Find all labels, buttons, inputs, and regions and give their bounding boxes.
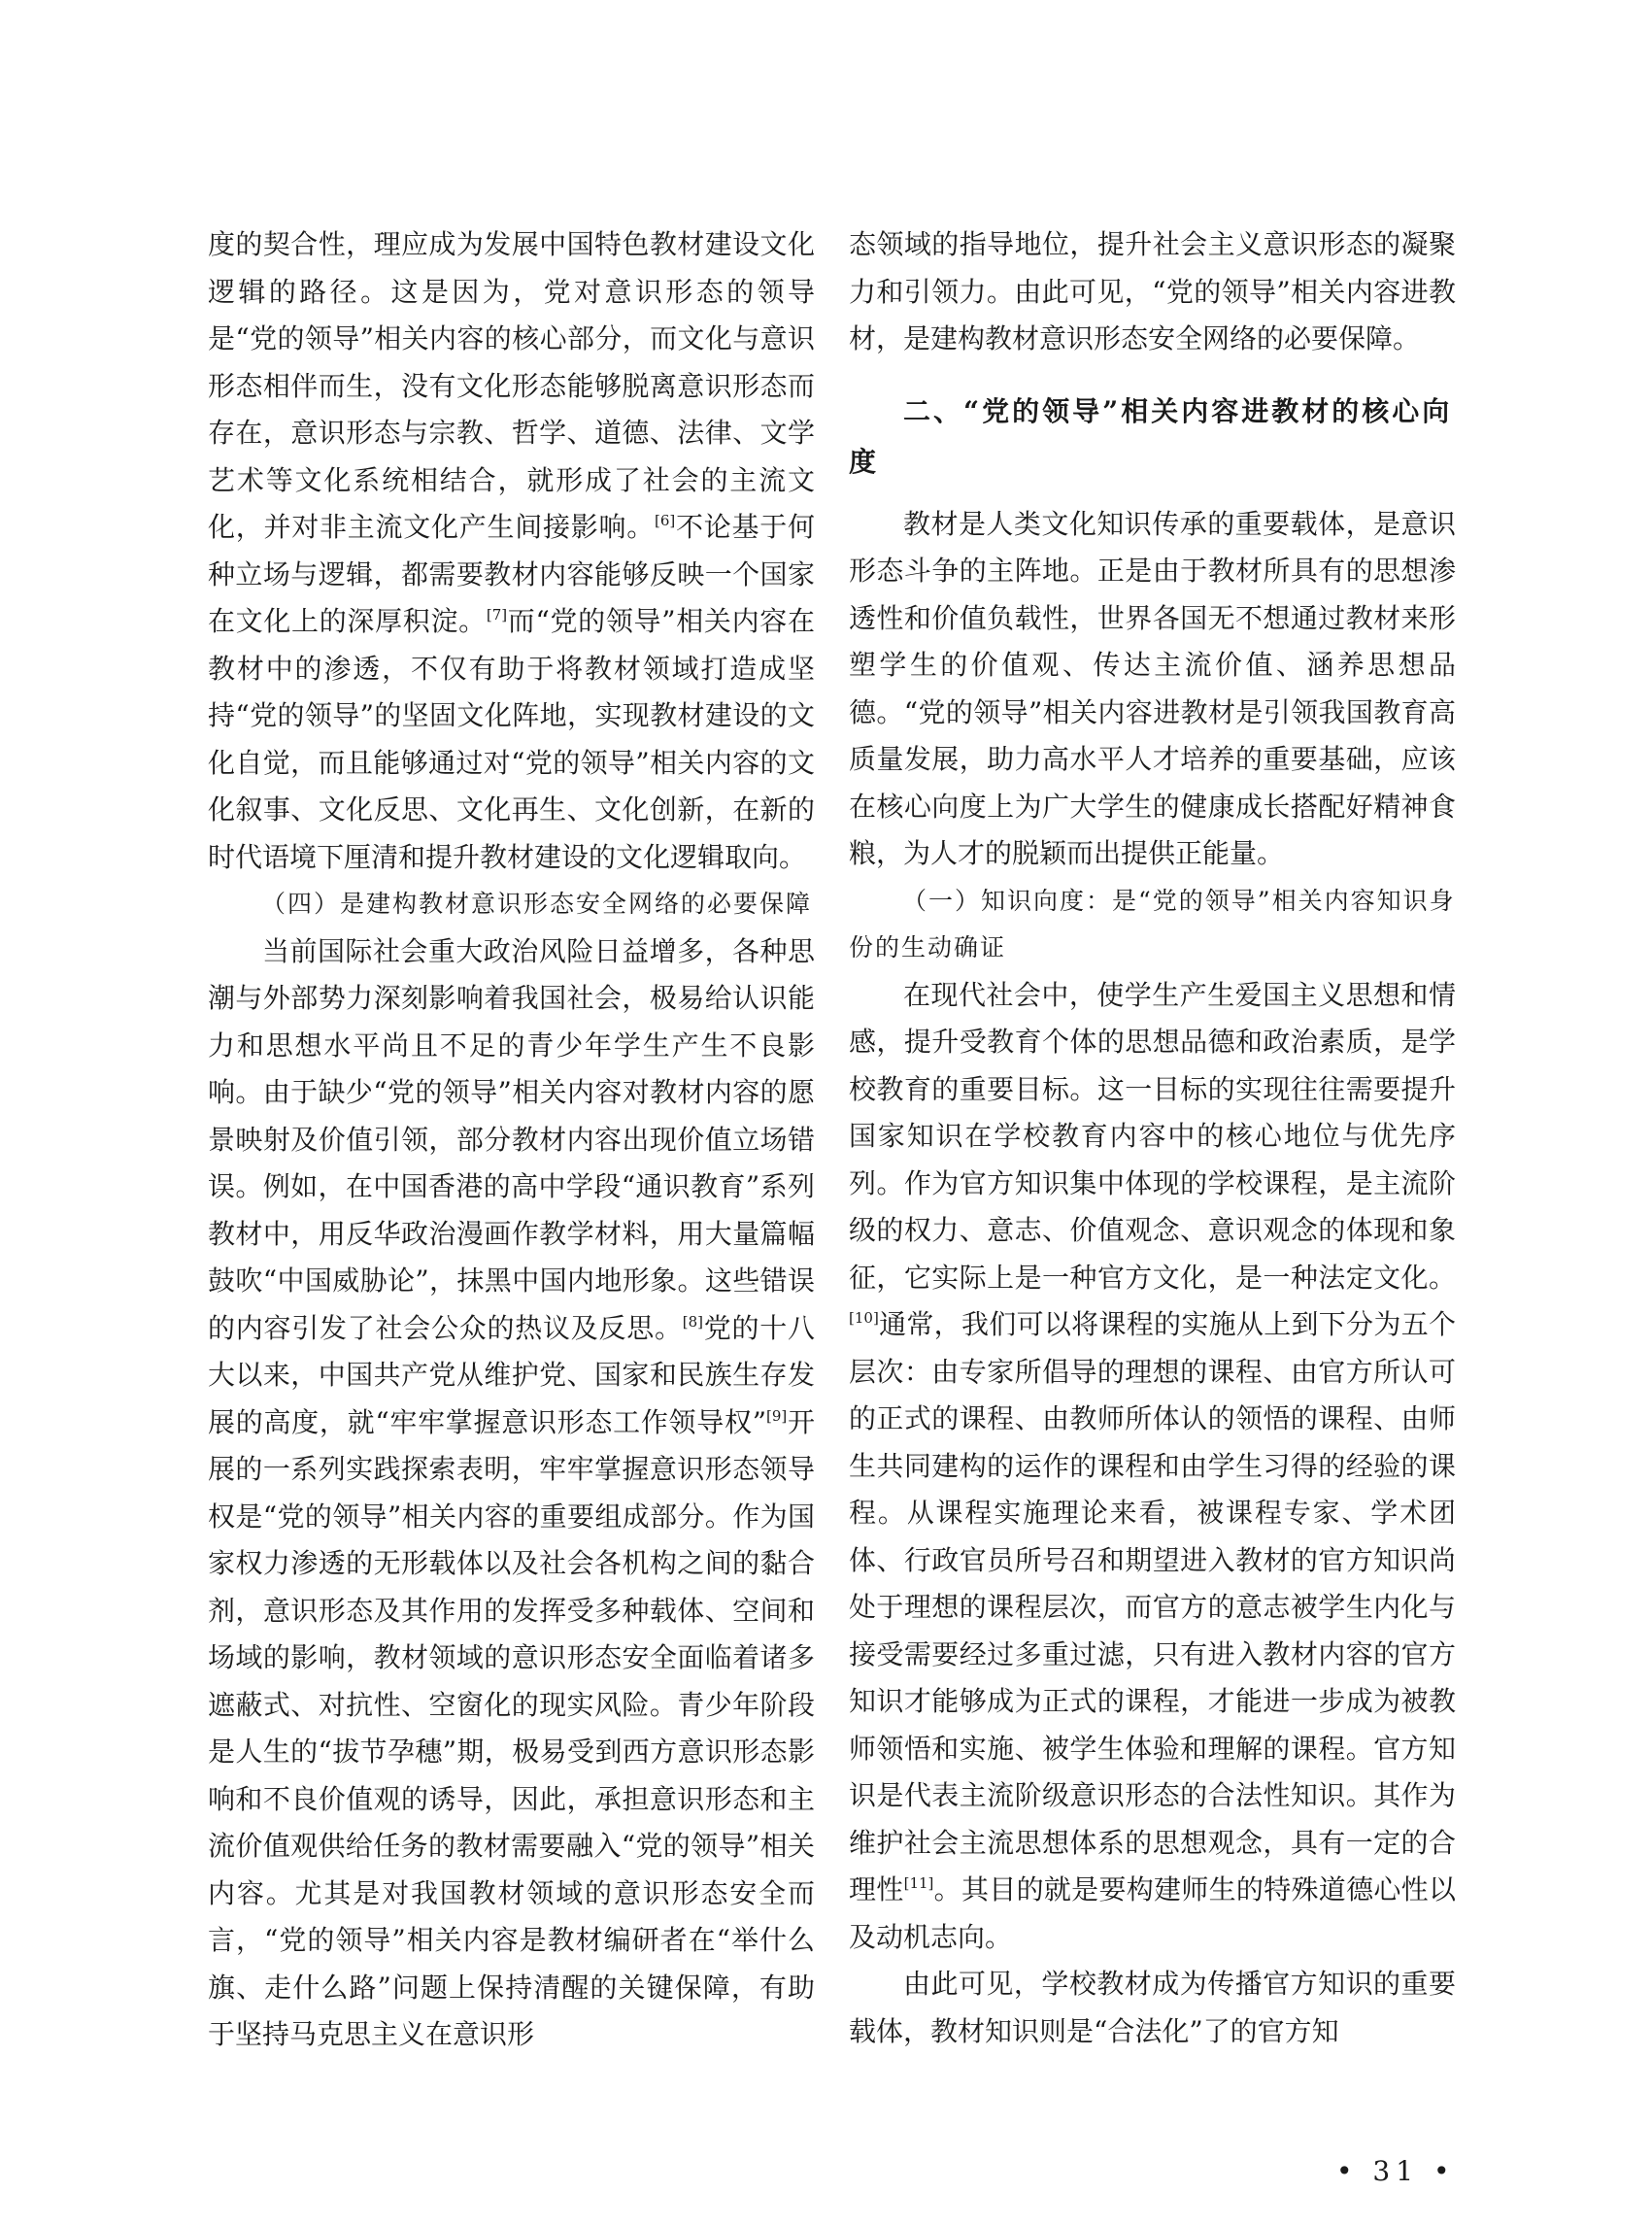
subheading-section-4: （四）是建构教材意识形态安全网络的必要保障 [261, 890, 813, 918]
citation-10: [10] [849, 1309, 879, 1327]
citation-8: [8] [682, 1312, 703, 1331]
citation-7: [7] [486, 606, 508, 624]
paragraph-legitimized-knowledge: 由此可见，学校教材成为传播官方知识的重要载体，教材知识则是“合法化”了的官方知 [849, 1968, 1456, 2047]
page-number: • 31 • [1336, 2155, 1456, 2187]
section-heading-2: 二、“党的领导”相关内容进教材的核心向度 [849, 394, 1453, 478]
paragraph-textbook-carrier: 教材是人类文化知识传承的重要载体，是意识形态斗争的主阵地。正是由于教材所具有的思想渗透性和价值负载性，世界各国无不想通过教材来形塑学生的价值观、传达主流价值、涵养思想品德。“党的领导”相关内容进教材是引领我国教育高质量发展，助力高水平人才培养的重要基础，应该在核心向度上为广大学生的健康成长搭配好精神食粮，为人才的脱颖而出提供正能量。 [849, 507, 1456, 869]
citation-9: [9] [766, 1406, 788, 1425]
paragraph-ideology-security: 当前国际社会重大政治风险日益增多，各种思潮与外部势力深刻影响着我国社会，极易给认识能力和思想水平尚且不足的青少年学生产生不良影响。由于缺少“党的领导”相关内容对教材内容的愿景映射及价值引领，部分教材内容出现价值立场错误。例如，在中国香港的高中学段“通识教育”系列教材中，用反华政治漫画作教学材料，用大量篇幅鼓吹“中国威胁论”，抹黑中国内地形象。这些错误的内容引发了社会公众的热议及反思。[8]党的十八大以来，中国共产党从维护党、国家和民族生存发展的高度，就“牢牢掌握意识形态工作领导权”[9]开展的一系列实践探索表明，牢牢掌握意识形态领导权是“党的领导”相关内容的重要组成部分。作为国家权力渗透的无形载体以及社会各机构之间的黏合剂，意识形态及其作用的发挥受多种载体、空间和场域的影响，教材领域的意识形态安全面临着诸多遮蔽式、对抗性、空窗化的现实风险。青少年阶段是人生的“拔节孕穗”期，极易受到西方意识形态影响和不良价值观的诱导，因此，承担意识形态和主流价值观供给任务的教材需要融入“党的领导”相关内容。尤其是对我国教材领域的意识形态安全而言，“党的领导”相关内容是教材编研者在“举什么旗、走什么路”问题上保持清醒的关键保障，有助于坚持马克思主义在意识形 [208, 934, 815, 2050]
right-column [849, 221, 1456, 2055]
citation-11: [11] [903, 1874, 934, 1892]
citation-6: [6] [654, 512, 676, 529]
subheading-knowledge-dimension: （一）知识向度：是“党的领导”相关内容知识身份的生动确证 [849, 886, 1456, 961]
paragraph-official-knowledge: 在现代社会中，使学生产生爱国主义思想和情感，提升受教育个体的思想品德和政治素质，是学校教育的重要目标。这一目标的实现往往需要提升国家知识在学校教育内容中的核心地位与优先序列。作为官方知识集中体现的学校课程，是主流阶级的权力、意志、价值观念、意识观念的体现和象征，它实际上是一种官方文化，是一种法定文化。[10]通常，我们可以将课程的实施从上到下分为五个层次：由专家所倡导的理想的课程、由官方所认可的正式的课程、由教师所体认的领悟的课程、由师生共同建构的运作的课程和由学生习得的经验的课程。从课程实施理论来看，被课程专家、学术团体、行政官员所号召和期望进入教材的官方知识尚处于理想的课程层次，而官方的意志被学生内化与接受需要经过多重过滤，只有进入教材内容的官方知识才能够成为正式的课程，才能进一步成为被教师领悟和实施、被学生体验和理解的课程。官方知识是代表主流阶级意识形态的合法性知识。其作为维护社会主流思想体系的思想观念，具有一定的合理性[11]。其目的就是要构建师生的特殊道德心性以及动机志向。 [849, 978, 1456, 1953]
paragraph-cultural-logic: 度的契合性，理应成为发展中国特色教材建设文化逻辑的路径。这是因为，党对意识形态的领导是“党的领导”相关内容的核心部分，而文化与意识形态相伴而生，没有文化形态能够脱离意识形态而存在，意识形态与宗教、哲学、道德、法律、文学艺术等文化系统相结合，就形成了社会的主流文化，并对非主流文化产生间接影响。[6]不论基于何种立场与逻辑，都需要教材内容能够反映一个国家在文化上的深厚积淀。[7]而“党的领导”相关内容在教材中的渗透，不仅有助于将教材领域打造成坚持“党的领导”的坚固文化阵地，实现教材建设的文化自觉，而且能够通过对“党的领导”相关内容的文化叙事、文化反思、文化再生、文化创新，在新的时代语境下厘清和提升教材建设的文化逻辑取向。 [208, 228, 815, 873]
left-column [208, 221, 815, 2059]
paragraph-guiding-position: 态领域的指导地位，提升社会主义意识形态的凝聚力和引领力。由此可见，“党的领导”相关内容进教材，是建构教材意识形态安全网络的必要保障。 [849, 228, 1456, 354]
